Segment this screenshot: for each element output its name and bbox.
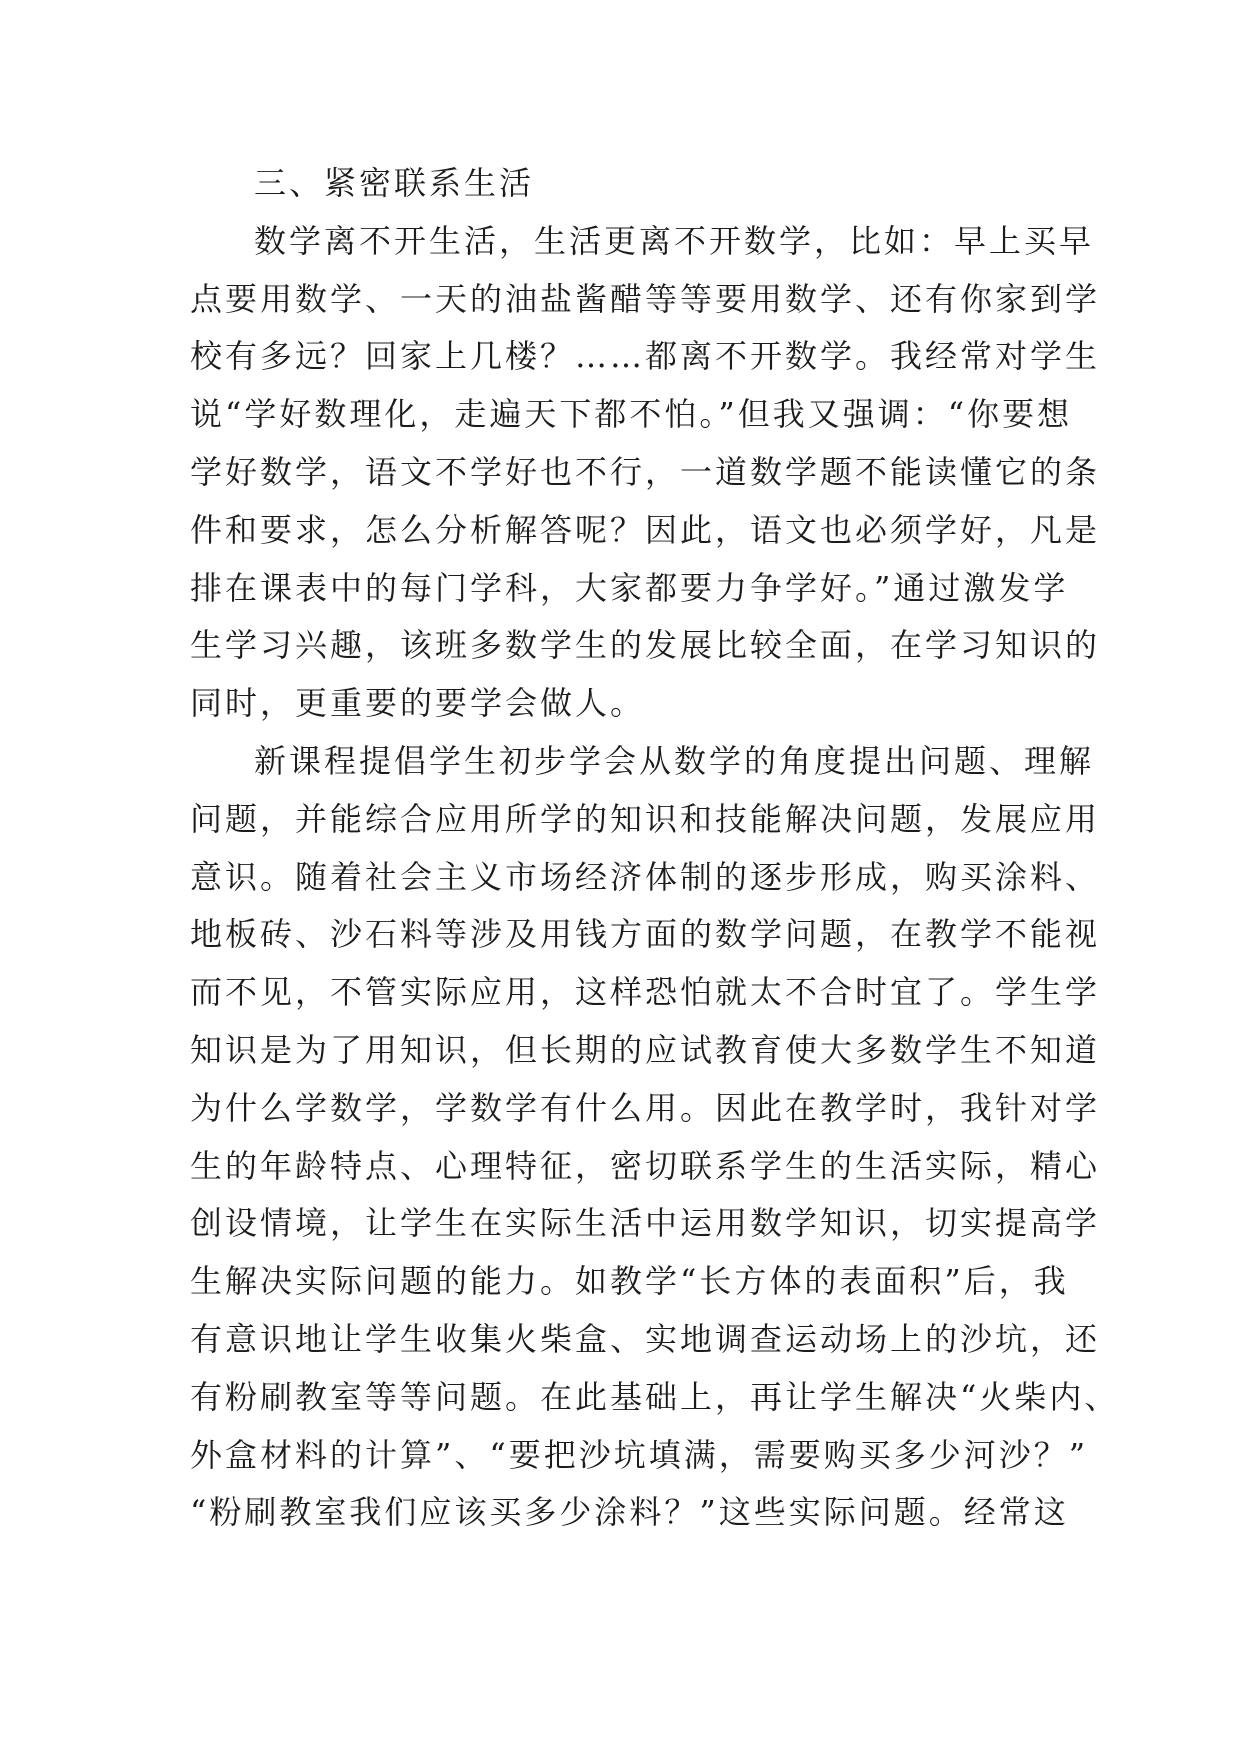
text-line: 意识。随着社会主义市场经济体制的逐步形成，购买涂料、	[190, 857, 1101, 896]
text-line: 生的年龄特点、心理特征，密切联系学生的生活实际，精心	[190, 1146, 1101, 1185]
text-line: 学好数学，语文不学好也不行，一道数学题不能读懂它的条	[190, 452, 1101, 491]
text-line: 为什么学数学，学数学有什么用。因此在教学时，我针对学	[190, 1088, 1101, 1127]
paragraph-1	[190, 213, 1101, 733]
text-line: 有粉刷教室等等问题。在此基础上，再让学生解决“火柴内、	[190, 1377, 1120, 1416]
paragraph-2	[190, 733, 1120, 1542]
text-line: 地板砖、沙石料等涉及用钱方面的数学问题，在教学不能视	[190, 915, 1101, 954]
text-line: 有意识地让学生收集火柴盒、实地调查运动场上的沙坑，还	[190, 1319, 1101, 1358]
text-line: 外盒材料的计算”、“要把沙坑填满，需要购买多少河沙？”	[190, 1435, 1089, 1474]
text-line: 生学习兴趣，该班多数学生的发展比较全面，在学习知识的	[190, 626, 1101, 665]
text-line: 点要用数学、一天的油盐酱醋等等要用数学、还有你家到学	[190, 279, 1101, 318]
text-line: 知识是为了用知识，但长期的应试教育使大多数学生不知道	[190, 1030, 1101, 1069]
text-line: 生解决实际问题的能力。如教学“长方体的表面积”后，我	[190, 1262, 1069, 1301]
text-line: “粉刷教室我们应该买多少涂料？”这些实际问题。经常这	[190, 1493, 1069, 1532]
section-heading: 三、紧密联系生活	[254, 164, 535, 202]
text-line: 排在课表中的每门学科，大家都要力争学好。”通过激发学	[190, 568, 1069, 607]
text-line: 件和要求，怎么分析解答呢？因此，语文也必须学好，凡是	[190, 510, 1101, 549]
text-line: 同时，更重要的要学会做人。	[190, 684, 646, 723]
text-line: 数学离不开生活，生活更离不开数学，比如：早上买早	[254, 221, 1095, 260]
text-line: 而不见，不管实际应用，这样恐怕就太不合时宜了。学生学	[190, 973, 1101, 1012]
text-line: 创设情境，让学生在实际生活中运用数学知识，切实提高学	[190, 1204, 1101, 1243]
text-line: 问题，并能综合应用所学的知识和技能解决问题，发展应用	[190, 799, 1101, 838]
text-line: 说“学好数理化，走遍天下都不怕。”但我又强调：“你要想	[190, 395, 1073, 434]
text-line: 新课程提倡学生初步学会从数学的角度提出问题、理解	[254, 741, 1095, 780]
document-body	[190, 155, 1120, 1542]
text-line: 校有多远？回家上几楼？……都离不开数学。我经常对学生	[190, 337, 1101, 376]
